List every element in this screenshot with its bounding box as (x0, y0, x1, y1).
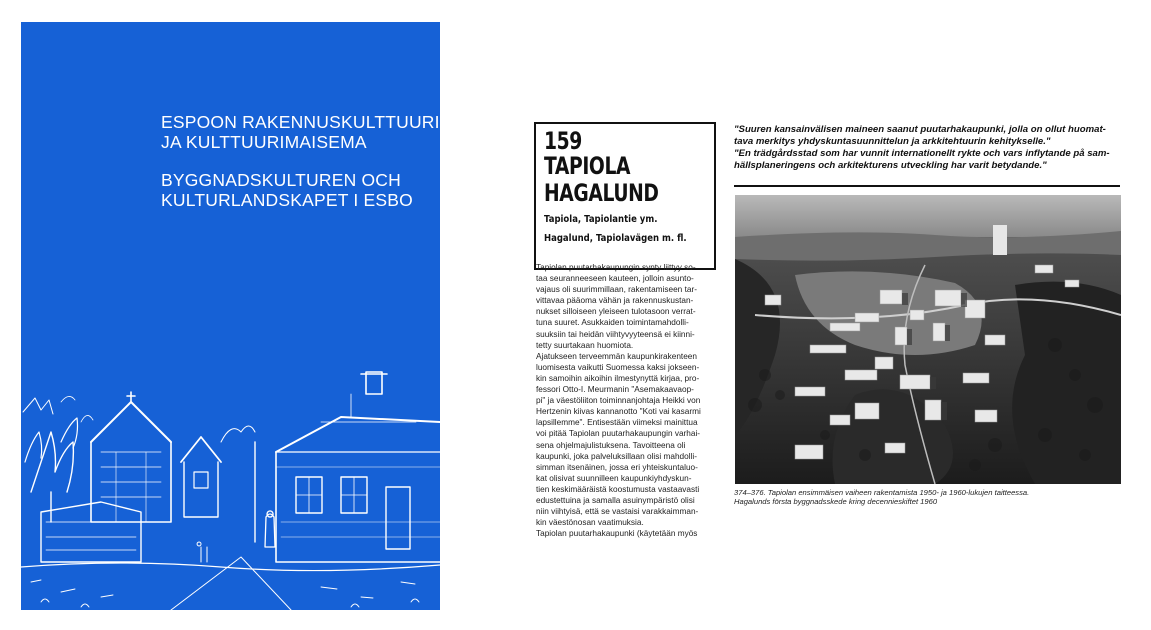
body-line: kin väestönosan vaatimuksia. (536, 517, 644, 528)
entry-address-line: Tapiola, Tapiolantie ym. (544, 214, 658, 225)
caption-line: Hagalunds första byggnadsskede kring decennieskiftet 1960 (734, 497, 938, 506)
body-text (536, 262, 721, 539)
cover-title (161, 112, 440, 228)
body-line: vajaus oli suurimmillaan, rakentamiseen tar- (536, 284, 697, 295)
body-line: kin samoihin aikoihin ilmestynyttä kirjaa, pro- (536, 372, 700, 383)
body-line: tien keskimääräistä koostumusta vastaavasti (536, 483, 700, 494)
body-line: taa seuranneeseen kauteen, jolloin asunto- (536, 273, 694, 284)
body-line: niin viihtyisä, että se vastaisi varakkaimman- (536, 506, 699, 517)
body-line: luomisesta vaikutti Suomessa kaksi jokseen- (536, 361, 700, 372)
caption-line: 374–376. Tapiolan ensimmäisen vaiheen rakentamista 1950- ja 1960-lukujen taitteessa. (734, 488, 1030, 497)
body-line: Tapiolan puutarhakaupungin synty liittyy so- (536, 262, 696, 272)
quote-divider (734, 185, 1120, 187)
entry-name-line: HAGALUND (544, 179, 659, 207)
quote-line: "En trädgårdsstad som har vunnit internationellt rykte och vars inflytande på sam- (734, 148, 1110, 159)
quote-line: tava merkitys yhdyskuntasuunnittelun ja arkkitehtuurin kehitykselle." (734, 136, 1051, 147)
body-line: kaupunki, joka palveluksillaan olisi mahdolli- (536, 450, 697, 461)
body-line: voi pitää Tapiolan puutarhakaupungin varhai- (536, 428, 701, 439)
cover-title-line: KULTURLANDSKAPET I ESBO (161, 190, 413, 210)
village-church-illustration (21, 22, 440, 610)
cover-title-swedish (161, 170, 440, 210)
book-cover (21, 22, 440, 610)
quote-line: "Suuren kansainvälisen maineen saanut puutarhakaupunki, jolla on ollut huomat- (734, 124, 1106, 135)
body-line: Tapiolan puutarhakaupunki (käytetään myös (536, 528, 698, 539)
body-line: tetty suurtakaan huomiota. (536, 339, 634, 350)
body-line: lapsillemme". Entisestään viimeksi mainittua (536, 417, 698, 428)
body-line: pi" ja väestöliiton toiminnanjohtaja Heikki von (536, 395, 701, 406)
body-line: edustettuina ja samalla asuinympäristö olisi (536, 494, 695, 505)
body-line: vittavaa pääoma vähän ja rakennuskustan- (536, 295, 694, 306)
cover-title-line: BYGGNADSKULTUREN OCH (161, 170, 401, 190)
cover-title-line: ESPOON RAKENNUSKULTTUURI (161, 112, 440, 132)
entry-name-line: TAPIOLA (544, 152, 631, 180)
photo-caption (734, 488, 1134, 506)
body-line: nukset silloiseen yleiseen tulotasoon verrat- (536, 306, 696, 317)
body-line: fessori Otto-I. Meurmanin "Asemakaavaop- (536, 384, 694, 395)
body-line: sena ohjelmajulistuksena. Tavoitteena oli (536, 439, 686, 450)
body-line: tuna suuret. Asukkaiden toimintamahdolli- (536, 317, 689, 328)
entry-heading-box (534, 122, 716, 270)
quote (734, 124, 1134, 172)
cover-title-finnish (161, 112, 440, 152)
body-line: kat olisivat suunnilleen kaupunkiyhdyskun- (536, 472, 692, 483)
book-page (528, 110, 1140, 539)
body-line: suuksiin tai heidän viihtyvyyteensä ei kiinni- (536, 328, 695, 339)
cover-title-line: JA KULTTUURIMAISEMA (161, 132, 367, 152)
body-line: Ajatukseen terveemmän kaupunkirakenteen (536, 350, 697, 361)
quote-line: hällsplaneringens och arkitekturens utveckling har varit betydande." (734, 160, 1047, 171)
entry-address-line: Hagalund, Tapiolavägen m. fl. (544, 233, 687, 244)
entry-number: 159 (544, 127, 582, 155)
body-line: simman itsenäinen, jossa eri yhteiskuntaluo- (536, 461, 698, 472)
body-line: Hertzenin kiivas kannanotto "Koti vai kasarmi (536, 406, 701, 417)
aerial-photo-tapiola (735, 195, 1121, 484)
